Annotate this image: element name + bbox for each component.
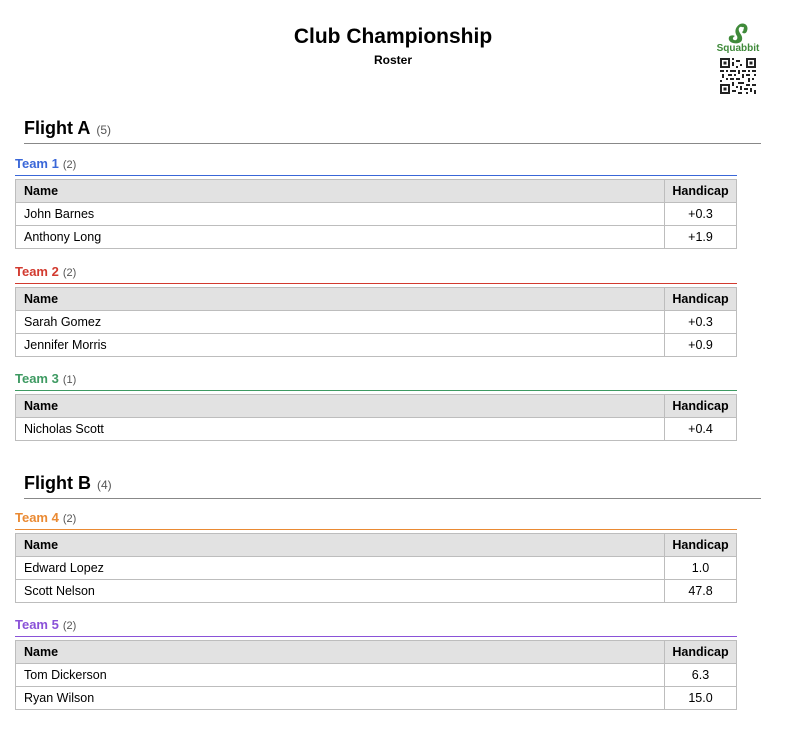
- player-handicap: +0.4: [665, 418, 737, 441]
- team-4-section: [15, 508, 737, 603]
- flight-header: [24, 475, 761, 499]
- handicap-column-header: Handicap: [665, 641, 737, 664]
- handicap-column-header: Handicap: [665, 180, 737, 203]
- player-name: Anthony Long: [16, 226, 665, 249]
- table-header-row: [16, 395, 737, 418]
- player-name: Edward Lopez: [16, 557, 665, 580]
- brand-name: Squabbit: [716, 43, 760, 54]
- player-name: Tom Dickerson: [16, 664, 665, 687]
- team-name: [15, 371, 76, 386]
- name-column-header: Name: [16, 288, 665, 311]
- flight-title: [24, 473, 112, 494]
- flight-header: [24, 120, 761, 144]
- page-subtitle: Roster: [373, 53, 412, 67]
- handicap-column-header: Handicap: [665, 534, 737, 557]
- player-handicap: +1.9: [665, 226, 737, 249]
- qr-code-icon: [720, 58, 756, 94]
- table-row: [16, 687, 737, 710]
- player-handicap: +0.3: [665, 203, 737, 226]
- flight-title: [24, 118, 111, 139]
- name-column-header: Name: [16, 641, 665, 664]
- team-name: [15, 510, 76, 525]
- player-handicap: +0.3: [665, 311, 737, 334]
- team-name: [15, 156, 76, 171]
- team-header: [15, 154, 737, 176]
- player-handicap: +0.9: [665, 334, 737, 357]
- roster-table: [15, 533, 737, 603]
- player-handicap: 6.3: [665, 664, 737, 687]
- roster-table: [15, 287, 737, 357]
- team-count: (2): [62, 267, 77, 279]
- table-row: [16, 203, 737, 226]
- team-count: (2): [62, 513, 77, 525]
- table-row: [16, 311, 737, 334]
- flight-a-section: [24, 120, 761, 144]
- team-header: [15, 615, 737, 637]
- name-column-header: Name: [16, 180, 665, 203]
- table-row: [16, 580, 737, 603]
- table-row: [16, 418, 737, 441]
- player-name: Nicholas Scott: [16, 418, 665, 441]
- team-count: (2): [62, 620, 77, 632]
- roster-table: [15, 640, 737, 710]
- flight-name: Flight A: [24, 118, 91, 138]
- brand-logo: [708, 22, 768, 94]
- table-header-row: [16, 288, 737, 311]
- team-count: (1): [62, 374, 77, 386]
- team-3-section: [15, 369, 737, 441]
- team-label: Team 1: [15, 156, 59, 171]
- page-title: Club Championship: [293, 25, 493, 48]
- table-row: [16, 226, 737, 249]
- player-name: John Barnes: [16, 203, 665, 226]
- flight-count: (5): [96, 123, 111, 137]
- name-column-header: Name: [16, 395, 665, 418]
- table-header-row: [16, 534, 737, 557]
- table-row: [16, 334, 737, 357]
- team-name: [15, 264, 76, 279]
- team-label: Team 5: [15, 617, 59, 632]
- team-2-section: [15, 262, 737, 357]
- team-name: [15, 617, 76, 632]
- table-row: [16, 664, 737, 687]
- document-header: [0, 0, 786, 110]
- team-header: [15, 369, 737, 391]
- team-header: [15, 508, 737, 530]
- player-handicap: 47.8: [665, 580, 737, 603]
- team-header: [15, 262, 737, 284]
- player-handicap: 1.0: [665, 557, 737, 580]
- player-name: Sarah Gomez: [16, 311, 665, 334]
- handicap-column-header: Handicap: [665, 395, 737, 418]
- team-1-section: [15, 154, 737, 249]
- player-name: Ryan Wilson: [16, 687, 665, 710]
- table-header-row: [16, 180, 737, 203]
- player-name: Jennifer Morris: [16, 334, 665, 357]
- team-label: Team 3: [15, 371, 59, 386]
- flight-b-section: [24, 475, 761, 499]
- table-header-row: [16, 641, 737, 664]
- roster-table: [15, 179, 737, 249]
- team-label: Team 4: [15, 510, 59, 525]
- roster-table: [15, 394, 737, 441]
- name-column-header: Name: [16, 534, 665, 557]
- handicap-column-header: Handicap: [665, 288, 737, 311]
- player-name: Scott Nelson: [16, 580, 665, 603]
- table-row: [16, 557, 737, 580]
- team-5-section: [15, 615, 737, 710]
- squirrel-icon: [726, 22, 750, 44]
- team-count: (2): [62, 159, 77, 171]
- flight-name: Flight B: [24, 473, 91, 493]
- player-handicap: 15.0: [665, 687, 737, 710]
- flight-count: (4): [96, 478, 112, 492]
- team-label: Team 2: [15, 264, 59, 279]
